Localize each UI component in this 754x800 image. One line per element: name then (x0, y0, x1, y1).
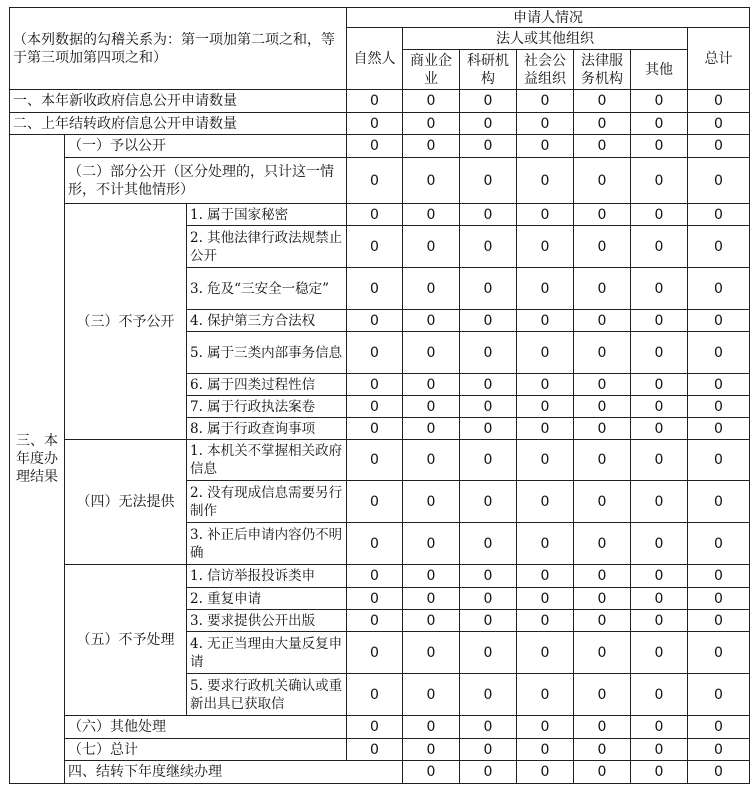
value-cell: 0 (347, 565, 403, 588)
value-cell: 0 (688, 674, 750, 716)
value-cell: 0 (688, 204, 750, 226)
value-cell: 0 (517, 523, 574, 565)
value-cell: 0 (688, 716, 750, 739)
row-carried-over (10, 113, 750, 135)
value-cell: 0 (574, 632, 631, 674)
value-cell: 0 (347, 481, 403, 523)
value-cell: 0 (517, 716, 574, 739)
value-cell: 0 (574, 226, 631, 268)
sub-label: 3. 危及“三安全一稳定” (187, 268, 347, 310)
legal-orgs-header: 法人或其他组织 (403, 28, 688, 50)
section-4-label: 四、结转下年度继续办理 (65, 761, 403, 784)
value-cell: 0 (631, 396, 688, 418)
value-cell: 0 (631, 481, 688, 523)
value-cell: 0 (688, 332, 750, 374)
value-cell: 0 (347, 310, 403, 332)
value-cell: 0 (631, 418, 688, 440)
value-cell: 0 (631, 523, 688, 565)
value-cell: 0 (517, 90, 574, 113)
row-unable-1 (10, 440, 750, 481)
value-cell: 0 (347, 440, 403, 481)
value-cell: 0 (460, 440, 517, 481)
value-cell: 0 (347, 332, 403, 374)
value-cell: 0 (631, 610, 688, 632)
value-cell: 0 (347, 268, 403, 310)
value-cell: 0 (347, 716, 403, 739)
social-welfare-org-header: 社会公益组织 (517, 50, 574, 90)
value-cell: 0 (347, 674, 403, 716)
value-cell: 0 (460, 739, 517, 761)
value-cell: 0 (517, 481, 574, 523)
value-cell: 0 (403, 481, 460, 523)
row-partially-disclosed (10, 158, 750, 204)
value-cell: 0 (403, 113, 460, 135)
value-cell: 0 (460, 332, 517, 374)
value-cell: 0 (347, 396, 403, 418)
value-cell: 0 (574, 481, 631, 523)
value-cell: 0 (517, 761, 574, 784)
value-cell: 0 (688, 610, 750, 632)
value-cell: 0 (517, 268, 574, 310)
value-cell: 0 (574, 565, 631, 588)
value-cell: 0 (688, 565, 750, 588)
value-cell: 0 (574, 310, 631, 332)
group-1-label: （一）予以公开 (65, 135, 347, 158)
value-cell: 0 (460, 588, 517, 610)
value-cell: 0 (574, 90, 631, 113)
value-cell: 0 (631, 588, 688, 610)
value-cell: 0 (347, 610, 403, 632)
section-1-label: 一、本年新收政府信息公开申请数量 (10, 90, 347, 113)
value-cell: 0 (517, 396, 574, 418)
value-cell: 0 (631, 374, 688, 396)
value-cell: 0 (347, 374, 403, 396)
sub-label: 4. 无正当理由大量反复申请 (187, 632, 347, 674)
value-cell: 0 (517, 610, 574, 632)
value-cell: 0 (631, 204, 688, 226)
value-cell: 0 (460, 674, 517, 716)
value-cell: 0 (347, 739, 403, 761)
value-cell: 0 (574, 761, 631, 784)
value-cell: 0 (688, 158, 750, 204)
value-cell: 0 (460, 716, 517, 739)
value-cell: 0 (347, 90, 403, 113)
value-cell: 0 (631, 716, 688, 739)
value-cell: 0 (688, 268, 750, 310)
value-cell: 0 (517, 374, 574, 396)
value-cell: 0 (403, 226, 460, 268)
value-cell: 0 (688, 523, 750, 565)
value-cell: 0 (460, 565, 517, 588)
value-cell: 0 (688, 396, 750, 418)
value-cell: 0 (517, 204, 574, 226)
value-cell: 0 (688, 739, 750, 761)
row-other-processing (10, 716, 750, 739)
value-cell: 0 (403, 761, 460, 784)
value-cell: 0 (517, 332, 574, 374)
value-cell: 0 (574, 158, 631, 204)
sub-label: 5. 属于三类内部事务信息 (187, 332, 347, 374)
value-cell: 0 (574, 418, 631, 440)
sub-label: 4. 保护第三方合法权 (187, 310, 347, 332)
value-cell: 0 (403, 565, 460, 588)
value-cell: 0 (347, 113, 403, 135)
value-cell: 0 (631, 632, 688, 674)
sub-label: 1. 属于国家秘密 (187, 204, 347, 226)
value-cell: 0 (517, 674, 574, 716)
value-cell: 0 (517, 588, 574, 610)
value-cell: 0 (688, 481, 750, 523)
value-cell: 0 (403, 268, 460, 310)
table-note: （本列数据的勾稽关系为：第一项加第二项之和，等于第三项加第四项之和） (10, 8, 347, 90)
sub-label: 8. 属于行政查询事项 (187, 418, 347, 440)
row-not-processed-1 (10, 565, 750, 588)
value-cell: 0 (574, 396, 631, 418)
value-cell: 0 (460, 418, 517, 440)
value-cell: 0 (403, 632, 460, 674)
value-cell: 0 (460, 481, 517, 523)
value-cell: 0 (688, 310, 750, 332)
value-cell: 0 (403, 332, 460, 374)
group-2-label: （二）部分公开（区分处理的，只计这一情形，不计其他情形） (65, 158, 347, 204)
value-cell: 0 (403, 523, 460, 565)
value-cell: 0 (688, 418, 750, 440)
value-cell: 0 (460, 113, 517, 135)
value-cell: 0 (574, 610, 631, 632)
value-cell: 0 (631, 674, 688, 716)
sub-label: 1. 本机关不掌握相关政府信息 (187, 440, 347, 481)
value-cell: 0 (631, 268, 688, 310)
section-2-label: 二、上年结转政府信息公开申请数量 (10, 113, 347, 135)
value-cell: 0 (460, 632, 517, 674)
value-cell: 0 (517, 565, 574, 588)
value-cell: 0 (403, 739, 460, 761)
row-disclosed (10, 135, 750, 158)
value-cell: 0 (403, 610, 460, 632)
row-not-disclosed-1 (10, 204, 750, 226)
value-cell: 0 (688, 761, 750, 784)
value-cell: 0 (347, 418, 403, 440)
value-cell: 0 (460, 396, 517, 418)
value-cell: 0 (460, 135, 517, 158)
value-cell: 0 (574, 716, 631, 739)
sub-label: 2. 没有现成信息需要另行制作 (187, 481, 347, 523)
sub-label: 3. 补正后申请内容仍不明确 (187, 523, 347, 565)
value-cell: 0 (403, 204, 460, 226)
row-new-applications (10, 90, 750, 113)
value-cell: 0 (347, 204, 403, 226)
natural-person-header: 自然人 (347, 28, 403, 90)
value-cell: 0 (460, 374, 517, 396)
value-cell: 0 (403, 396, 460, 418)
sub-label: 7. 属于行政执法案卷 (187, 396, 347, 418)
value-cell: 0 (574, 204, 631, 226)
value-cell: 0 (460, 610, 517, 632)
value-cell: 0 (688, 226, 750, 268)
value-cell: 0 (631, 226, 688, 268)
group-7-label: （七）总计 (65, 739, 347, 761)
sub-label: 5. 要求行政机关确认或重新出具已获取信 (187, 674, 347, 716)
value-cell: 0 (403, 716, 460, 739)
value-cell: 0 (403, 674, 460, 716)
sub-label: 2. 其他法律行政法规禁止公开 (187, 226, 347, 268)
value-cell: 0 (631, 440, 688, 481)
value-cell: 0 (517, 158, 574, 204)
value-cell: 0 (631, 310, 688, 332)
other-header: 其他 (631, 50, 688, 90)
value-cell: 0 (631, 158, 688, 204)
group-4-label: （四）无法提供 (65, 440, 187, 565)
value-cell: 0 (403, 135, 460, 158)
sub-label: 6. 属于四类过程性信 (187, 374, 347, 396)
value-cell: 0 (460, 226, 517, 268)
value-cell: 0 (631, 761, 688, 784)
group-3-label: （三）不予公开 (65, 204, 187, 440)
value-cell: 0 (574, 674, 631, 716)
value-cell: 0 (517, 113, 574, 135)
group-6-label: （六）其他处理 (65, 716, 347, 739)
value-cell: 0 (403, 374, 460, 396)
disclosure-statistics-table (9, 7, 750, 784)
value-cell: 0 (517, 418, 574, 440)
value-cell: 0 (574, 739, 631, 761)
applicant-situation-header: 申请人情况 (347, 8, 750, 28)
sub-label: 1. 信访举报投诉类申 (187, 565, 347, 588)
value-cell: 0 (631, 135, 688, 158)
value-cell: 0 (347, 135, 403, 158)
value-cell: 0 (517, 632, 574, 674)
research-institution-header: 科研机构 (460, 50, 517, 90)
value-cell: 0 (631, 332, 688, 374)
value-cell: 0 (517, 739, 574, 761)
value-cell: 0 (403, 90, 460, 113)
value-cell: 0 (347, 632, 403, 674)
value-cell: 0 (688, 113, 750, 135)
value-cell: 0 (460, 310, 517, 332)
group-5-label: （五）不予处理 (65, 565, 187, 716)
value-cell: 0 (631, 739, 688, 761)
value-cell: 0 (403, 588, 460, 610)
value-cell: 0 (403, 158, 460, 204)
value-cell: 0 (688, 440, 750, 481)
sub-label: 2. 重复申请 (187, 588, 347, 610)
value-cell: 0 (574, 374, 631, 396)
value-cell: 0 (347, 226, 403, 268)
row-carried-forward (10, 761, 750, 784)
value-cell: 0 (517, 135, 574, 158)
value-cell: 0 (688, 588, 750, 610)
value-cell: 0 (347, 158, 403, 204)
value-cell: 0 (688, 632, 750, 674)
value-cell: 0 (517, 226, 574, 268)
section-3-label: 三、本年度办理结果 (10, 135, 65, 784)
value-cell: 0 (574, 113, 631, 135)
value-cell: 0 (631, 565, 688, 588)
commercial-enterprise-header: 商业企业 (403, 50, 460, 90)
value-cell: 0 (460, 158, 517, 204)
value-cell: 0 (403, 440, 460, 481)
row-subtotal (10, 739, 750, 761)
value-cell: 0 (574, 588, 631, 610)
value-cell: 0 (688, 374, 750, 396)
value-cell: 0 (347, 523, 403, 565)
value-cell: 0 (403, 310, 460, 332)
value-cell: 0 (347, 588, 403, 610)
total-header: 总计 (688, 28, 750, 90)
value-cell: 0 (460, 761, 517, 784)
value-cell: 0 (574, 523, 631, 565)
value-cell: 0 (517, 440, 574, 481)
value-cell: 0 (574, 268, 631, 310)
value-cell: 0 (688, 90, 750, 113)
value-cell: 0 (574, 440, 631, 481)
header-row-1 (10, 8, 750, 28)
value-cell: 0 (460, 523, 517, 565)
legal-service-org-header: 法律服务机构 (574, 50, 631, 90)
value-cell: 0 (631, 90, 688, 113)
value-cell: 0 (460, 204, 517, 226)
value-cell: 0 (517, 310, 574, 332)
value-cell: 0 (688, 135, 750, 158)
value-cell: 0 (574, 332, 631, 374)
value-cell: 0 (631, 113, 688, 135)
sub-label: 3. 要求提供公开出版 (187, 610, 347, 632)
value-cell: 0 (460, 90, 517, 113)
value-cell: 0 (574, 135, 631, 158)
value-cell: 0 (403, 418, 460, 440)
value-cell: 0 (460, 268, 517, 310)
